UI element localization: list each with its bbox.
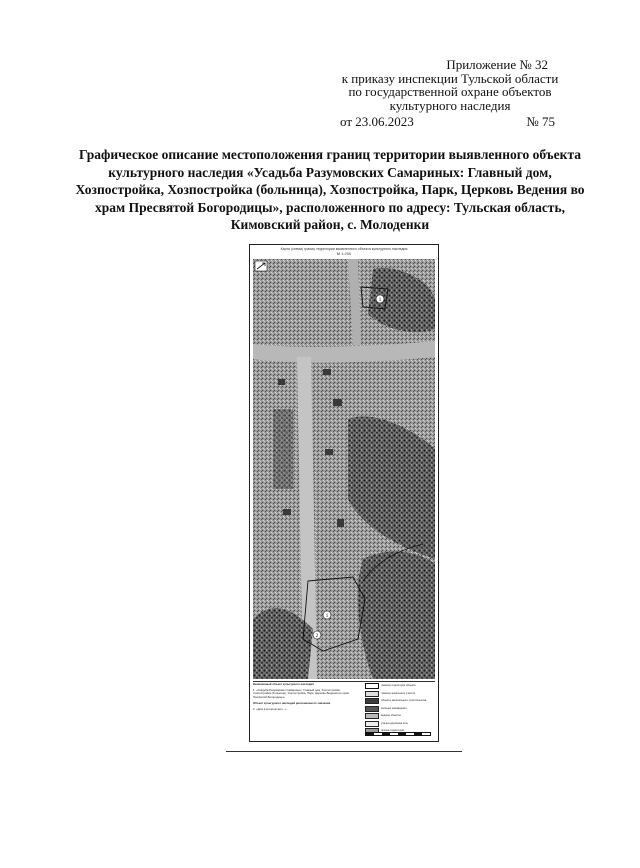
map-frame [249,244,439,742]
order-date: от 23.06.2023 [340,114,414,129]
appendix-line-2: по государственной охране объектов [348,84,552,99]
building [278,379,285,385]
legend-item-label: объекты капитального строительства [381,699,427,703]
legend-item-label: прочие территории [381,729,405,733]
legend-item [365,713,435,719]
legend-item [365,721,435,727]
appendix-line-1: к приказу инспекции Тульской области [341,70,559,86]
object-label-1-south: 1 [325,613,329,620]
appendix-line-3: культурного наследия [389,97,511,113]
legend-swatch [365,691,379,697]
legend-swatch [365,713,379,719]
order-number: № 75 [526,114,555,129]
building [283,509,291,515]
legend-item [365,706,435,712]
legend-item-label: водные объекты [381,714,401,718]
object-label-1-north: 1 [378,297,382,304]
building [337,519,344,527]
legend-swatch [365,721,379,727]
appendix-title: Приложение № 32 [446,57,548,72]
map-image [253,259,435,679]
legend-text-1: 1. «Усадьба Разумовских Самариных: Главный дом, Хозпостройка, Хозпостройка (больница), Хозпостройка, Парк, Церковь Ведения во храм Пресвятой Богородицы» [253,687,349,699]
legend-swatch [365,698,379,704]
building [333,399,342,406]
legend-item-label: зеленые насаждения [381,706,407,710]
legend-symbols [365,683,435,736]
appendix-header [300,58,600,112]
legend-item-label: граница земельного участка [381,691,416,695]
legend-item [365,691,435,697]
map-legend [253,681,435,738]
legend-swatch [365,706,379,712]
forest-southeast [358,551,435,679]
legend-heading: Выявленный объект культурного наследия [253,682,314,686]
building [323,369,331,375]
legend-item-label: улично-дорожная сеть [381,721,409,725]
map-scale: М 1:200 [336,250,352,256]
object-label-2: 2 [315,633,319,640]
legend-item [365,698,435,704]
bottom-rule [226,751,462,752]
building [325,449,333,455]
legend-heading-2: Объект культурного наследия регионального значения [253,701,331,706]
legend-item-label: граница территории объекта [381,684,416,688]
legend-text-2: 2. «Дом в котором жил...» [253,706,287,711]
forest-west [273,409,293,489]
legend-item [365,683,435,689]
map-header-text: Карта (схема) границ территории выявленного объекта культурного наследия [280,247,408,251]
scale-bar [365,732,431,736]
legend-descriptions [253,683,357,715]
document-title: Графическое описание местоположения границ территории выявленного объекта культурного наследия «Усадьба Разумовских Самариных: Главный дом, Хозпостройка, Хозпостройка (больница), Хозпостройка, Парк, Церковь Ведения во храм Пресвятой Богородицы», расположенного по адресу: Тульская область, Кимовский район, с. Молоденки [75,147,585,232]
legend-swatch [365,683,379,689]
